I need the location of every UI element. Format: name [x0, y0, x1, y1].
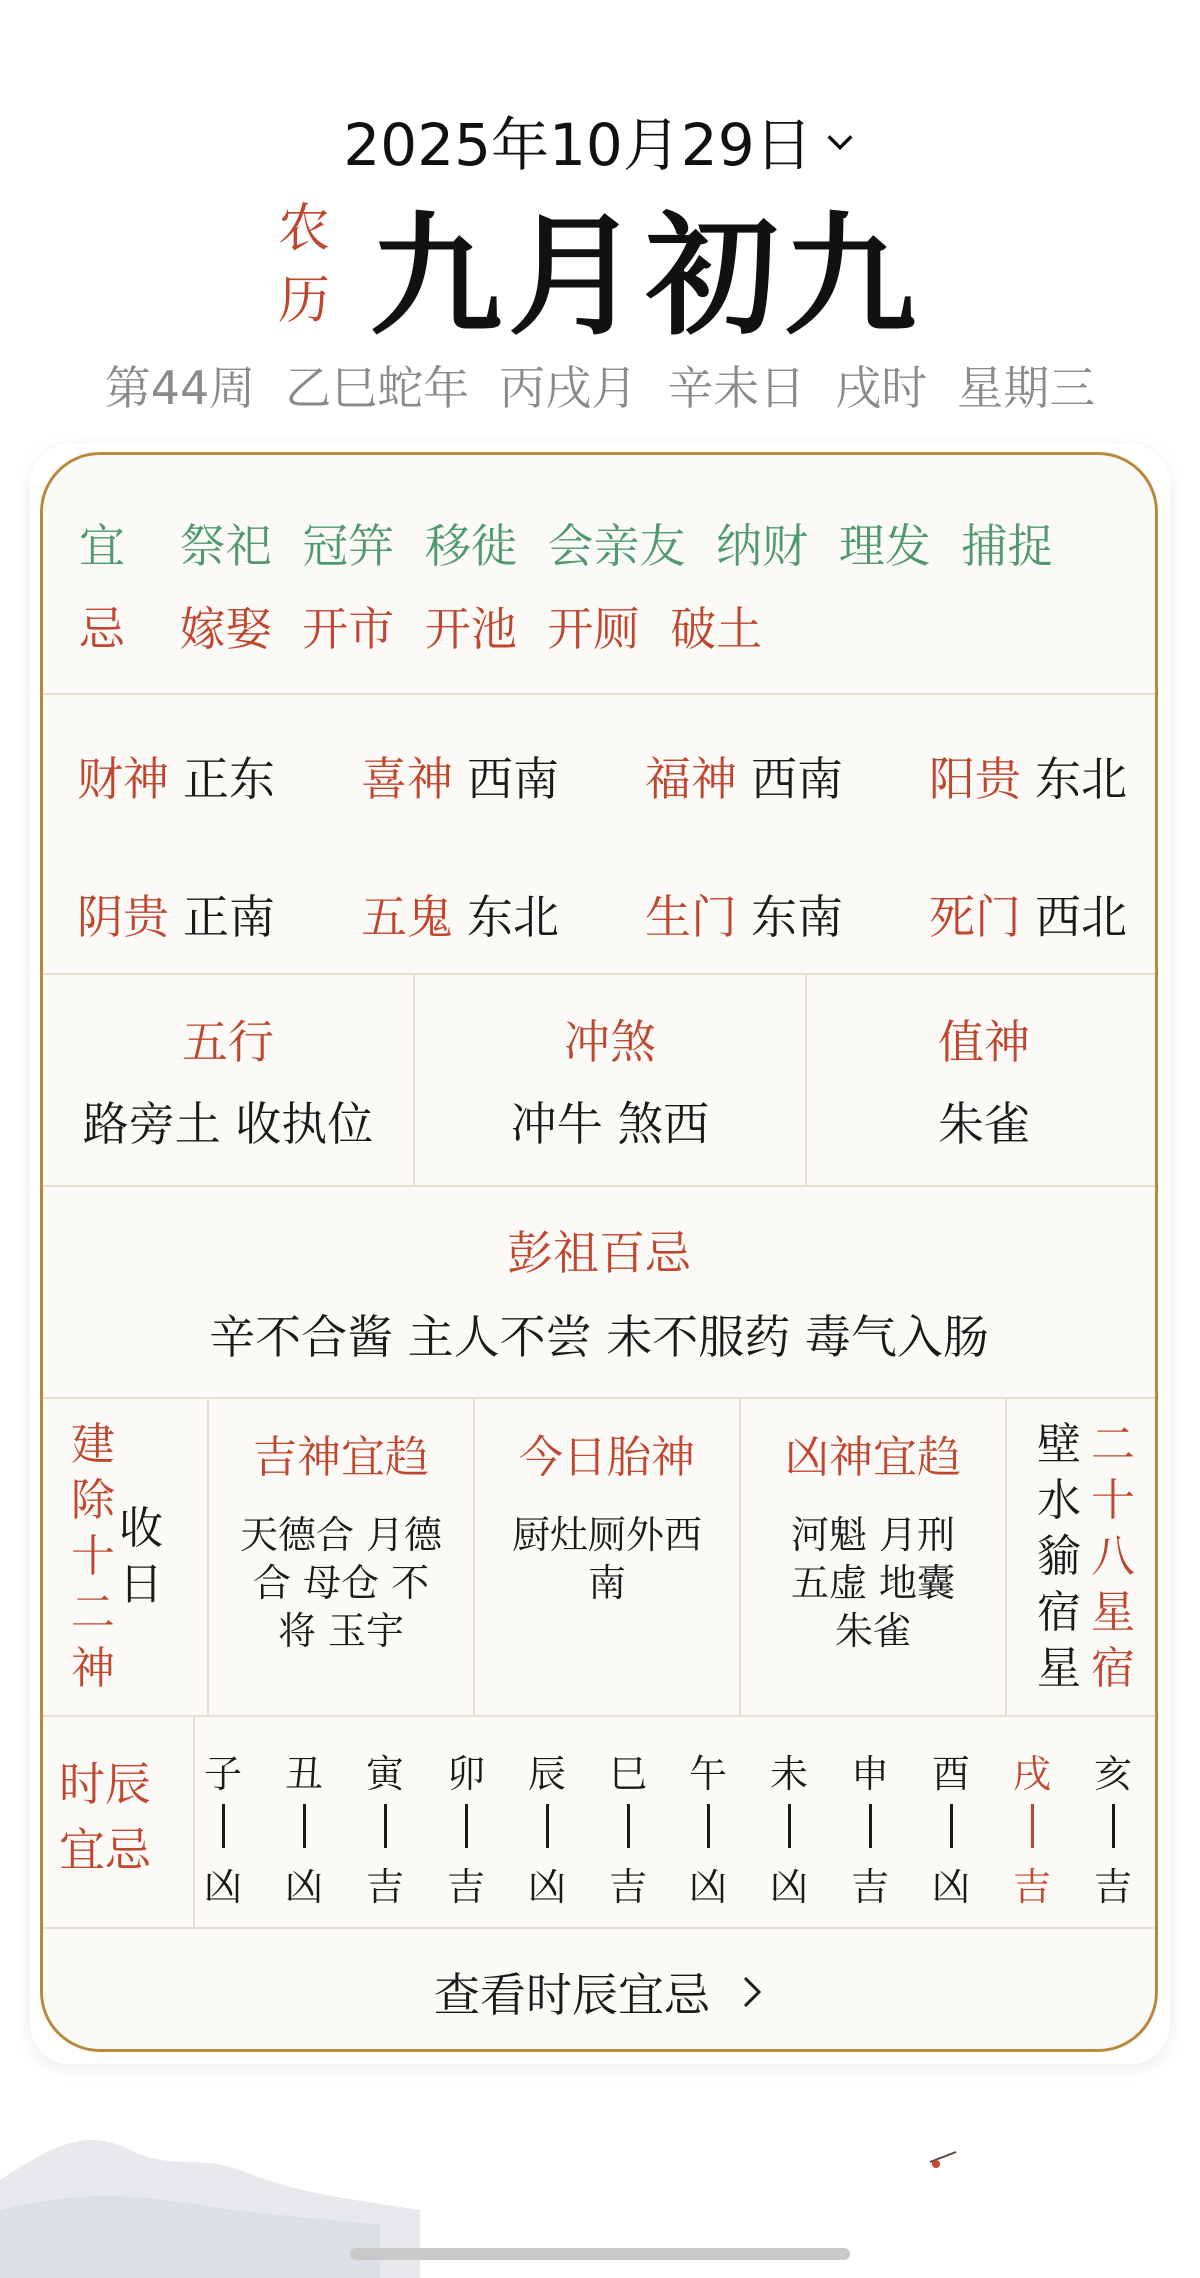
- hour-luck: 吉: [365, 1865, 404, 1909]
- god-dir: 西南: [467, 752, 559, 806]
- text-line: 将 玉宇: [277, 1609, 405, 1653]
- text-line: 朱雀: [834, 1609, 911, 1653]
- text-line: 天德合 月德: [239, 1513, 443, 1557]
- shichen-hour: [274, 1743, 334, 1911]
- text-line: 五虚 地囊: [790, 1561, 956, 1605]
- god-dir: 正南: [183, 890, 275, 944]
- ganzhi-row: [0, 350, 1200, 420]
- char: 收: [119, 1503, 163, 1554]
- hour-connector: [950, 1804, 953, 1848]
- yi-item: 移徙: [424, 519, 517, 573]
- hour-branch: 未: [769, 1752, 808, 1796]
- hour-branch: 辰: [527, 1752, 566, 1796]
- hour-branch: 子: [203, 1752, 242, 1796]
- hour-branch: 巳: [608, 1752, 647, 1796]
- hour-luck: 吉: [1093, 1865, 1132, 1909]
- shichen-hour: [436, 1743, 496, 1911]
- god-name: 阳贵: [929, 752, 1021, 806]
- char: 二: [1091, 1419, 1135, 1470]
- text-line: 合 母仓 不: [252, 1561, 430, 1605]
- pengzu-section: [43, 1187, 1155, 1399]
- god-name: 生门: [645, 890, 737, 944]
- god-direction: [77, 743, 327, 809]
- god-name: 死门: [929, 890, 1021, 944]
- god-dir: 东南: [751, 890, 843, 944]
- chevron-right-icon[interactable]: [740, 1973, 764, 2011]
- shichen-hour: [355, 1743, 415, 1911]
- date-selector[interactable]: [0, 100, 1200, 180]
- weekday: 星期三: [957, 361, 1096, 415]
- ji-item: 开市: [302, 602, 395, 656]
- shichen-hour: [759, 1743, 819, 1911]
- jianchu-title: [71, 1417, 115, 1697]
- wuxing-value: 路旁土 收执位: [82, 1097, 374, 1151]
- hour-branch: 寅: [365, 1752, 404, 1796]
- char: 十: [1091, 1475, 1135, 1526]
- god-name: 五鬼: [361, 890, 453, 944]
- god-direction: [645, 881, 895, 947]
- lunar-tag-char: 农: [277, 199, 330, 259]
- month-ganzhi: 丙戌月: [499, 361, 638, 415]
- lunar-date: 九月初九: [370, 200, 922, 354]
- shichen-hour: [1083, 1743, 1143, 1911]
- shichen-hour: [193, 1743, 253, 1911]
- lunar-date-row: [0, 190, 1200, 354]
- yi-item: 祭祀: [179, 519, 272, 573]
- chevron-down-icon[interactable]: [823, 125, 857, 159]
- yi-label: 宜: [79, 519, 125, 573]
- shichen-hour: [921, 1743, 981, 1911]
- hour-branch: 酉: [931, 1752, 970, 1796]
- yi-row: [79, 510, 1069, 576]
- pengzu-title: 彭祖百忌: [507, 1226, 691, 1280]
- xiongshen-value: [741, 1511, 1005, 1655]
- divider: [1005, 1399, 1007, 1715]
- hour-luck: 凶: [527, 1865, 566, 1909]
- char: 星: [1091, 1587, 1135, 1638]
- text-line: 南: [587, 1561, 626, 1605]
- god-name: 福神: [645, 752, 737, 806]
- xiongshen-title: 凶神宜趋: [785, 1432, 961, 1483]
- ji-item: 开池: [424, 602, 517, 656]
- hour-connector: [465, 1804, 468, 1848]
- shichen-section: [43, 1717, 1155, 1929]
- yi-item: 纳财: [716, 519, 809, 573]
- week-number: 第44周: [104, 361, 256, 415]
- hour-branch: 午: [688, 1752, 727, 1796]
- char: 日: [119, 1559, 163, 1610]
- hour-connector: [1112, 1804, 1115, 1848]
- hour-luck: 吉: [446, 1865, 485, 1909]
- view-shichen-label[interactable]: 查看时辰宜忌: [434, 1968, 710, 2022]
- god-dir: 正东: [183, 752, 275, 806]
- yi-item: 冠笄: [302, 519, 395, 573]
- hour-connector: [303, 1804, 306, 1848]
- label-line: 时辰: [59, 1757, 151, 1811]
- zhishen-value: 朱雀: [938, 1097, 1030, 1151]
- chongsha-title: 冲煞: [564, 1015, 656, 1069]
- yi-item: 会亲友: [547, 519, 686, 573]
- char: 星: [1037, 1643, 1081, 1694]
- hour-branch: 亥: [1093, 1752, 1132, 1796]
- char: 貐: [1037, 1531, 1081, 1582]
- almanac-card: [40, 452, 1158, 2052]
- hour-luck: 吉: [850, 1865, 889, 1909]
- pengzu-value: 辛不合酱 主人不尝 未不服药 毒气入肠: [209, 1310, 989, 1364]
- hour-ganzhi: 戌时: [835, 361, 928, 415]
- taishen-value: [475, 1511, 739, 1607]
- god-name: 喜神: [361, 752, 453, 806]
- taishen-title: 今日胎神: [519, 1432, 695, 1483]
- god-direction: [929, 881, 1158, 947]
- lunar-tag-char: 历: [277, 271, 330, 331]
- hour-luck: 凶: [769, 1865, 808, 1909]
- almanac-card-shadow: [30, 444, 1170, 2064]
- hour-luck: 凶: [203, 1865, 242, 1909]
- wuxing-cell: [43, 975, 413, 1185]
- hour-luck: 吉: [608, 1865, 647, 1909]
- god-direction: [361, 743, 611, 809]
- hour-connector: [788, 1804, 791, 1848]
- hour-connector: [627, 1804, 630, 1848]
- ji-row: [79, 593, 778, 659]
- hour-connector: [222, 1804, 225, 1848]
- text-line: 河魁 月刑: [790, 1513, 956, 1557]
- zhishen-title: 值神: [938, 1015, 1030, 1069]
- hour-luck: 吉: [1012, 1865, 1051, 1909]
- hour-luck: 凶: [284, 1865, 323, 1909]
- god-direction: [77, 881, 327, 947]
- shichen-hour: [840, 1743, 900, 1911]
- char: 宿: [1037, 1587, 1081, 1638]
- chongsha-value: 冲牛 煞西: [510, 1097, 710, 1151]
- char: 十: [71, 1531, 115, 1582]
- hour-connector: [546, 1804, 549, 1848]
- jishen-value: [209, 1511, 473, 1655]
- solar-date[interactable]: 2025年10月29日: [343, 111, 813, 179]
- shichen-hour: [1002, 1743, 1062, 1911]
- hour-branch: 卯: [446, 1752, 485, 1796]
- lunar-tag: [278, 193, 330, 337]
- hour-luck: 凶: [931, 1865, 970, 1909]
- char: 除: [71, 1475, 115, 1526]
- hour-luck: 凶: [688, 1865, 727, 1909]
- char: 宿: [1091, 1643, 1135, 1694]
- year-ganzhi: 乙巳蛇年: [285, 361, 470, 415]
- shichen-label: [59, 1751, 151, 1883]
- jishen-title: 吉神宜趋: [253, 1432, 429, 1483]
- god-direction: [929, 743, 1158, 809]
- yi-item: 捕捉: [961, 519, 1054, 573]
- char: 神: [71, 1643, 115, 1694]
- god-direction: [361, 881, 611, 947]
- hour-connector: [384, 1804, 387, 1848]
- char: 二: [71, 1587, 115, 1638]
- god-dir: 东北: [1035, 752, 1127, 806]
- text-line: 厨灶厕外西: [511, 1513, 702, 1557]
- chongsha-cell: [415, 975, 805, 1185]
- hour-branch: 申: [850, 1752, 889, 1796]
- char: 壁: [1037, 1419, 1081, 1470]
- hour-connector: [1031, 1804, 1034, 1848]
- hour-connector: [869, 1804, 872, 1848]
- god-dir: 西北: [1035, 890, 1127, 944]
- char: 水: [1037, 1475, 1081, 1526]
- god-name: 阴贵: [77, 890, 169, 944]
- wuxing-chongsha-zhishen-section: [43, 975, 1155, 1187]
- god-direction: [645, 743, 895, 809]
- label-line: 宜忌: [59, 1823, 151, 1877]
- yi-ji-section: [43, 455, 1155, 695]
- char: 建: [71, 1419, 115, 1470]
- shichen-hour: [517, 1743, 577, 1911]
- branch-decoration: [930, 2152, 956, 2168]
- gods-directions-section: [43, 695, 1155, 975]
- xiu-title: [1091, 1417, 1135, 1697]
- hour-branch: 戌: [1012, 1752, 1051, 1796]
- shichen-hour: [598, 1743, 658, 1911]
- god-dir: 西南: [751, 752, 843, 806]
- jianchu-value: [119, 1501, 163, 1613]
- god-name: 财神: [77, 752, 169, 806]
- xiu-value: [1037, 1417, 1081, 1697]
- ji-label: 忌: [79, 602, 125, 656]
- home-indicator[interactable]: [350, 2248, 850, 2260]
- day-ganzhi: 辛未日: [667, 361, 806, 415]
- ji-item: 开厕: [547, 602, 640, 656]
- view-shichen-button[interactable]: [43, 1929, 1155, 2052]
- shen-section: [43, 1399, 1155, 1717]
- wuxing-title: 五行: [182, 1015, 274, 1069]
- char: 八: [1091, 1531, 1135, 1582]
- hour-branch: 丑: [284, 1752, 323, 1796]
- shichen-hour: [678, 1743, 738, 1911]
- yi-item: 理发: [838, 519, 931, 573]
- god-dir: 东北: [467, 890, 559, 944]
- hour-connector: [707, 1804, 710, 1848]
- zhishen-cell: [807, 975, 1158, 1185]
- ji-item: 破土: [670, 602, 763, 656]
- ji-item: 嫁娶: [179, 602, 272, 656]
